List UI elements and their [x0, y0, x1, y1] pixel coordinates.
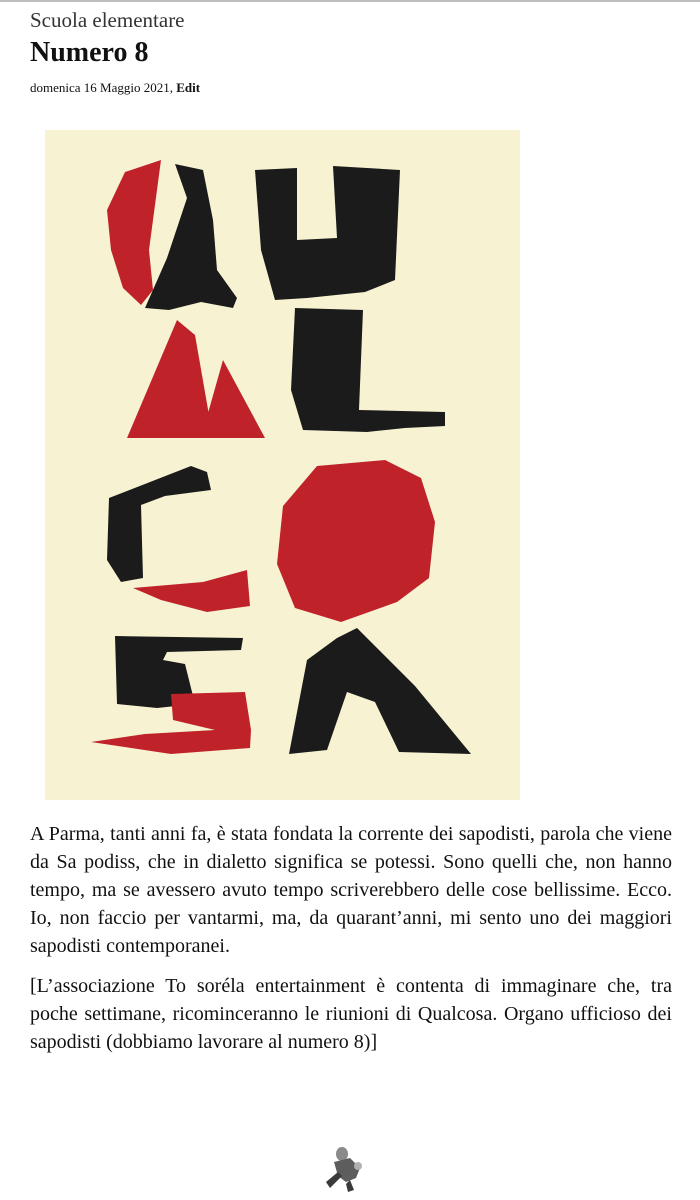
body-paragraph-1: A Parma, tanti anni fa, è stata fondata la corrente dei sapodisti, parola che viene da Sa podiss, che in dialetto significa se potessi. Sono quelli che, non hanno tempo, ma se avessero avuto tempo scriverebbero delle cose bellissime. Ecco. Io, non faccio per vantarmi, ma, da quarant’anni, mi sento uno dei maggiori sapodisti contemporanei.	[30, 823, 672, 957]
qualcosa-poster-image	[45, 130, 520, 800]
post-meta	[30, 80, 200, 96]
post-date: domenica 16 Maggio 2021,	[30, 80, 173, 95]
body-paragraph-2: [L’associazione To soréla entertainment è contenta di immaginare che, tra poche settimane, ricominceranno le riunioni di Qualcosa. Organo ufficioso dei sapodisti (dobbiamo lavorare al numero 8)]	[30, 975, 672, 1053]
post-title: Numero 8	[30, 37, 149, 68]
blog-section-label: Scuola elementare	[30, 8, 185, 32]
edit-link[interactable]: Edit	[176, 80, 201, 95]
post-header	[30, 6, 200, 96]
poster-artwork	[45, 130, 520, 800]
pen-nib-ornament-icon	[320, 1142, 370, 1194]
top-divider	[0, 0, 700, 2]
post-body	[30, 820, 672, 1068]
